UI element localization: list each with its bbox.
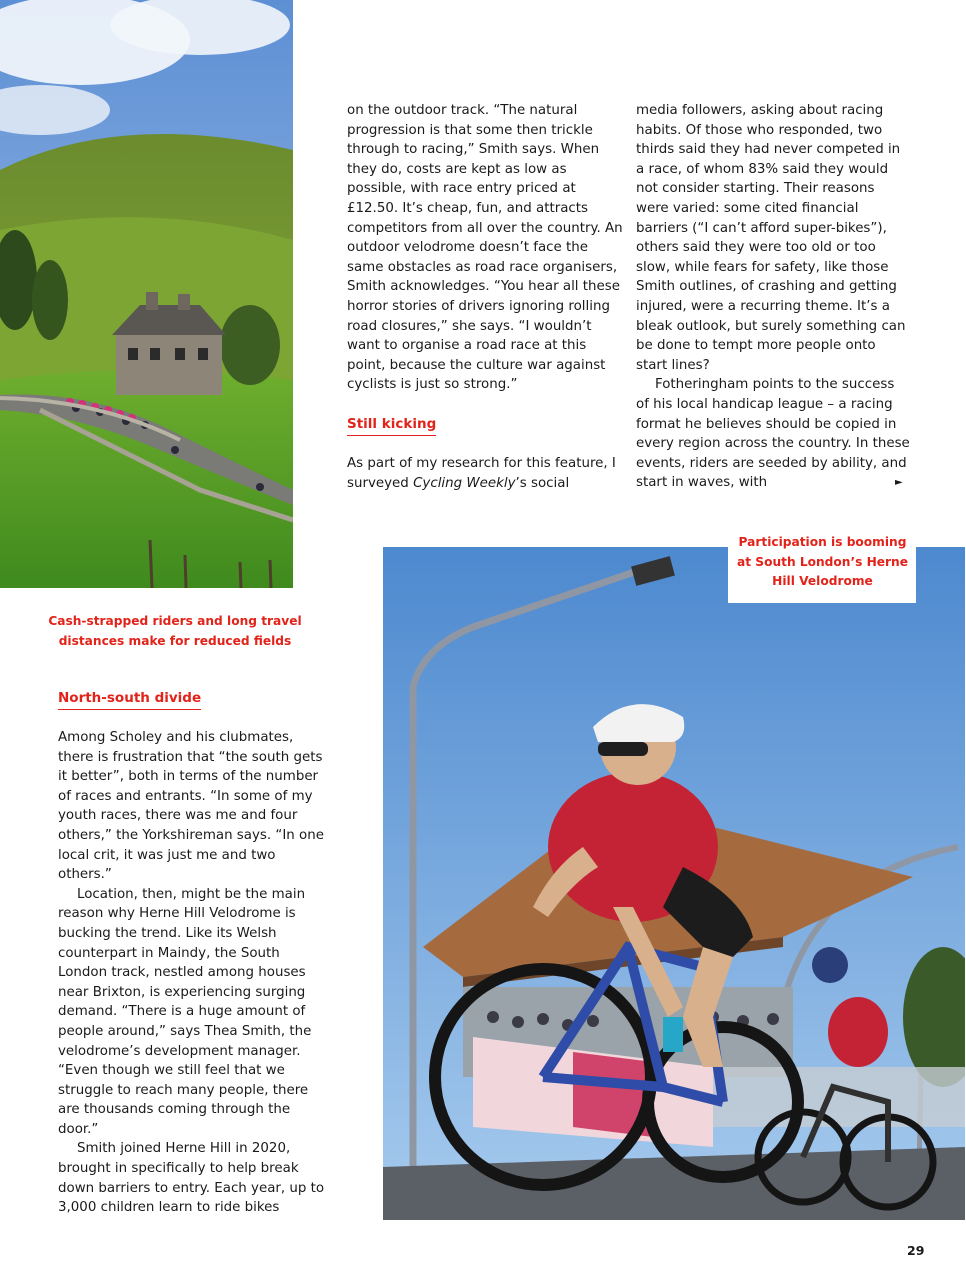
article-column-left [58, 728, 328, 1218]
subhead-still-kicking: Still kicking [347, 416, 436, 436]
article-column-middle-bottom [347, 454, 623, 493]
publication-name: Cycling Weekly [413, 475, 516, 491]
paragraph: on the outdoor track. “The natural progression is that some then trickle through to racing,” Smith says. When they do, costs are kept as low as possible, with race entry priced at £12.50. It’s cheap, fun, and attracts competitors from all over the country. An outdoor velodrome doesn’t face the same obstacles as road race organisers, Smith acknowledges. “You hear all these horror stories of drivers ignoring rolling road closures,” she says. “I wouldn’t want to organise a road race at this point, because the culture war against cyclists is just so strong.” [347, 103, 623, 393]
page-number: 29 [907, 1243, 925, 1258]
paragraph: Location, then, might be the main reason why Herne Hill Velodrome is bucking the trend. Like its Welsh counterpart in Maindy, the South London track, nestled among houses near Brixton, is experiencing surging demand. “There is a huge amount of people around,” says Thea Smith, the velodrome’s development manager. “Even though we still feel that we struggle to reach many people, there are thousands coming through the door.” [58, 886, 312, 1137]
photo-hillside-peloton [0, 0, 293, 588]
paragraph: Among Scholey and his clubmates, there is frustration that “the south gets it better”, both in terms of the number of races and entrants. “In some of my youth races, there was me and four others,” the Yorkshireman says. “In one local crit, it was just me and two others.” [58, 730, 324, 883]
article-column-middle-top [347, 101, 623, 395]
continue-arrow-icon: ► [895, 477, 903, 488]
paragraph [347, 454, 623, 493]
photo-caption-hillside: Cash-strapped riders and long travel distances make for reduced fields [48, 614, 302, 648]
text-run: ’s social [515, 475, 570, 491]
paragraph: Fotheringham points to the success of his local handicap league – a racing format he believes should be copied in every region across the country. In these events, riders are seeded by ability, and start in waves, with [636, 377, 910, 491]
subhead-north-south-divide: North-south divide [58, 690, 201, 710]
text-run: As part of my research for this feature, I surveyed [347, 456, 616, 491]
photo-velodrome-riders [383, 547, 965, 1220]
photo-caption-velodrome: Participation is booming at South London’s Herne Hill Velodrome [737, 535, 908, 588]
article-column-right [636, 101, 911, 493]
paragraph: Smith joined Herne Hill in 2020, brought in specifically to help break down barriers to entry. Each year, up to 3,000 children learn to ride bikes [58, 1141, 325, 1216]
paragraph: media followers, asking about racing habits. Of those who responded, two thirds said they had never competed in a race, of whom 83% said they would not consider starting. Their reasons were varied: some cited financial barriers (“I can’t afford super-bikes”), others said they were too old or too slow, while fears for safety, like those Smith outlines, of crashing and getting injured, were a recurring theme. It’s a bleak outlook, but surely something can be done to tempt more people onto start lines? [636, 103, 906, 373]
